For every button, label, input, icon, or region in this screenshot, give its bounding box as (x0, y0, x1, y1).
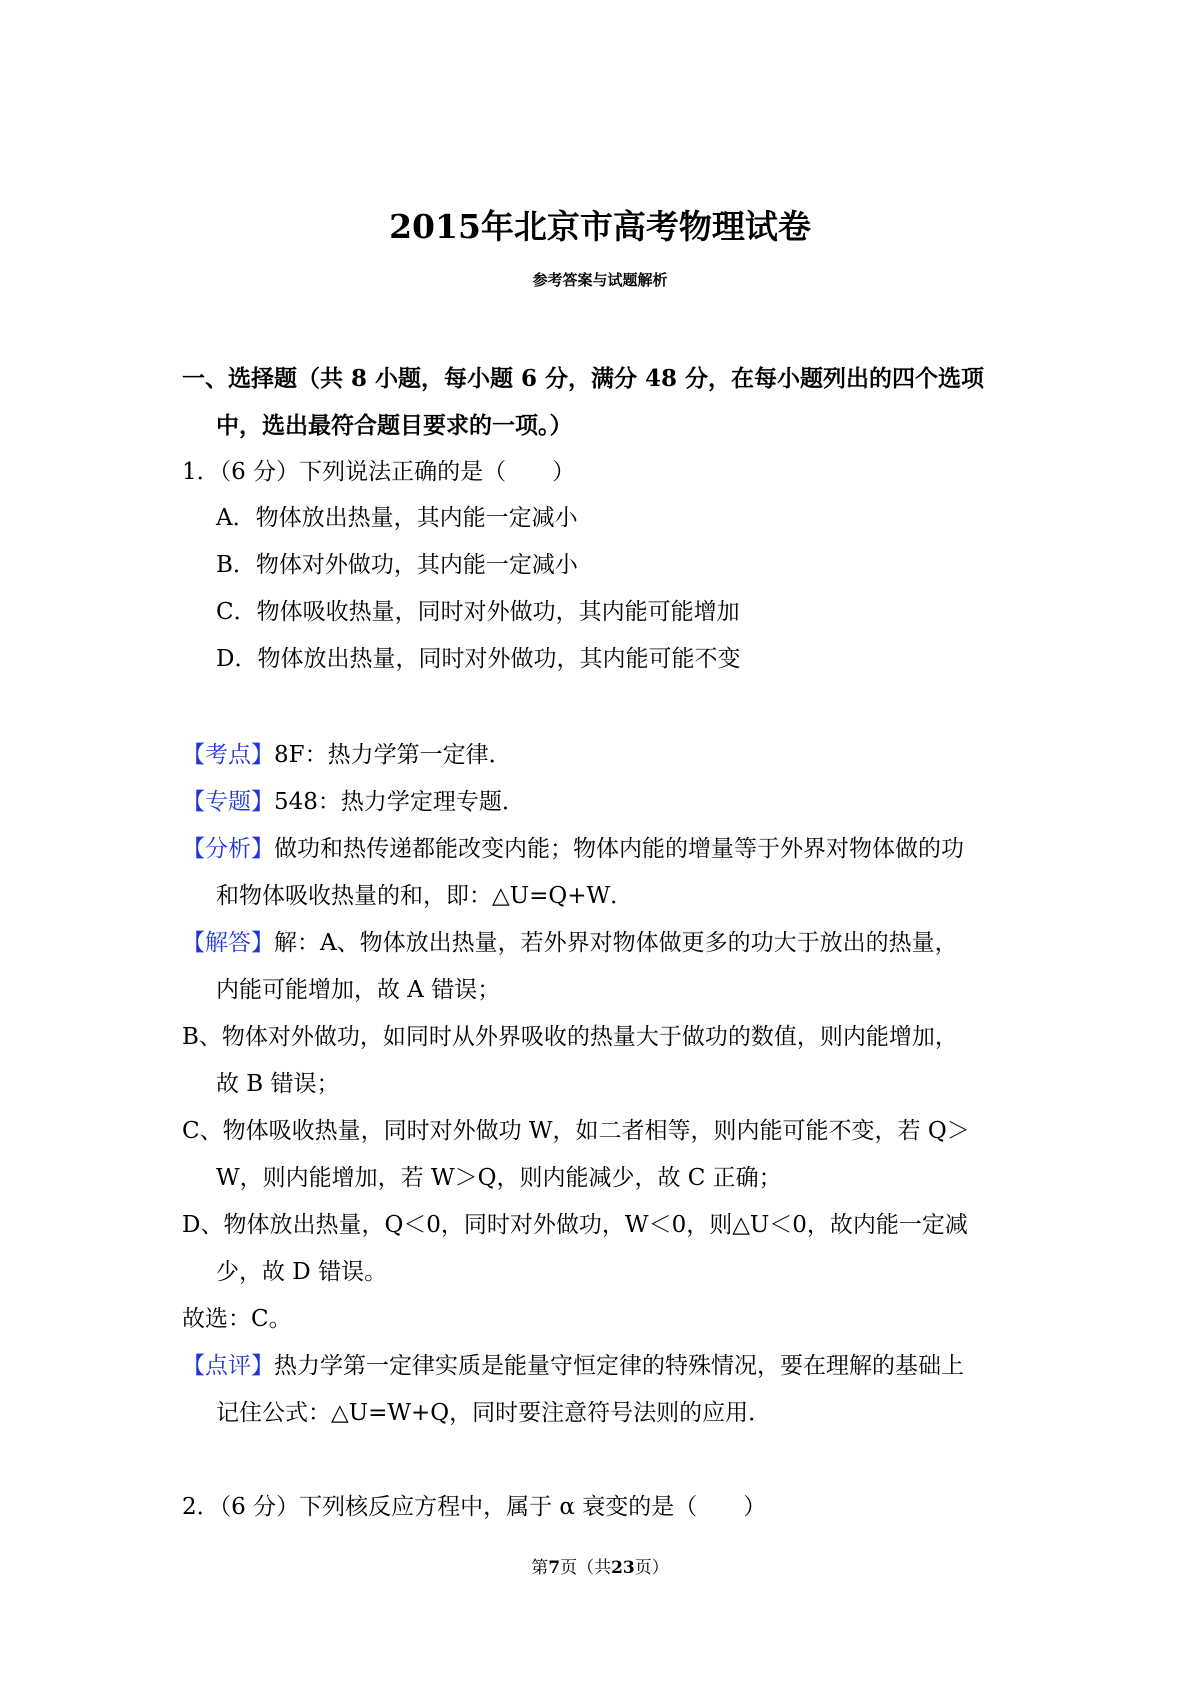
page-footer (0, 1556, 1200, 1580)
solution-b-line1: B、物体对外做功，如同时从外界吸收的热量大于做功的数值，则内能增加， (182, 1024, 958, 1050)
kaodian-tag: 【考点】 (182, 742, 274, 768)
question-1-stem: 1．（6 分）下列说法正确的是（ ） (182, 459, 576, 485)
page-subtitle: 参考答案与试题解析 (532, 271, 668, 289)
page-title: 2015年北京市高考物理试卷 (389, 207, 811, 246)
dianping-line1 (182, 1350, 964, 1382)
fenxi-tag: 【分析】 (182, 836, 274, 862)
footer-prefix: 第 (531, 1558, 549, 1578)
jieda-line2: 内能可能增加，故 A 错误； (216, 977, 501, 1003)
zhuanti-text: 548：热力学定理专题． (274, 789, 525, 815)
dianping-text-1: 热力学第一定律实质是能量守恒定律的特殊情况，要在理解的基础上 (274, 1353, 964, 1379)
solution-d-line1: D、物体放出热量，Q＜0，同时对外做功，W＜0，则△U＜0，故内能一定减 (182, 1212, 968, 1238)
question-2-stem: 2．（6 分）下列核反应方程中，属于 α 衰变的是（ ） (182, 1494, 767, 1520)
section-heading-line1: 一、选择题（共 8 小题，每小题 6 分，满分 48 分，在每小题列出的四个选项 (182, 365, 985, 392)
section-heading (182, 355, 1042, 449)
footer-middle: 页（共 (560, 1558, 612, 1578)
question-1-option-b: B．物体对外做功，其内能一定减小 (216, 552, 578, 578)
dianping-line2: 记住公式：△U=W+Q，同时要注意符号法则的应用． (216, 1400, 772, 1426)
solution-d-line2: 少，故 D 错误。 (216, 1259, 388, 1285)
kaodian-line (182, 739, 512, 771)
answer-line: 故选：C。 (182, 1306, 292, 1332)
solution-c-line2: W，则内能增加，若 W＞Q，则内能减少，故 C 正确； (216, 1165, 782, 1191)
dianping-tag: 【点评】 (182, 1353, 274, 1379)
solution-b-line2: 故 B 错误； (216, 1071, 340, 1097)
question-1-option-c: C．物体吸收热量，同时对外做功，其内能可能增加 (216, 599, 740, 625)
jieda-line1 (182, 927, 958, 959)
fenxi-line1 (182, 833, 964, 865)
jieda-text-1: 解：A、物体放出热量，若外界对物体做更多的功大于放出的热量， (274, 930, 958, 956)
kaodian-text: 8F：热力学第一定律． (274, 742, 512, 768)
solution-c-line1: C、物体吸收热量，同时对外做功 W，如二者相等，则内能可能不变，若 Q＞ (182, 1118, 970, 1144)
footer-total-pages: 23 (611, 1558, 635, 1578)
question-1-option-a: A．物体放出热量，其内能一定减小 (216, 505, 578, 531)
zhuanti-tag: 【专题】 (182, 789, 274, 815)
footer-page-number: 7 (548, 1558, 561, 1578)
fenxi-text-1: 做功和热传递都能改变内能；物体内能的增量等于外界对物体做的功 (274, 836, 964, 862)
footer-suffix: 页） (634, 1558, 669, 1578)
zhuanti-line (182, 786, 525, 818)
question-1-option-d: D．物体放出热量，同时对外做功，其内能可能不变 (216, 646, 741, 672)
section-heading-line2: 中，选出最符合题目要求的一项。） (216, 412, 573, 439)
jieda-tag: 【解答】 (182, 930, 274, 956)
fenxi-line2: 和物体吸收热量的和，即：△U=Q+W． (216, 883, 634, 909)
